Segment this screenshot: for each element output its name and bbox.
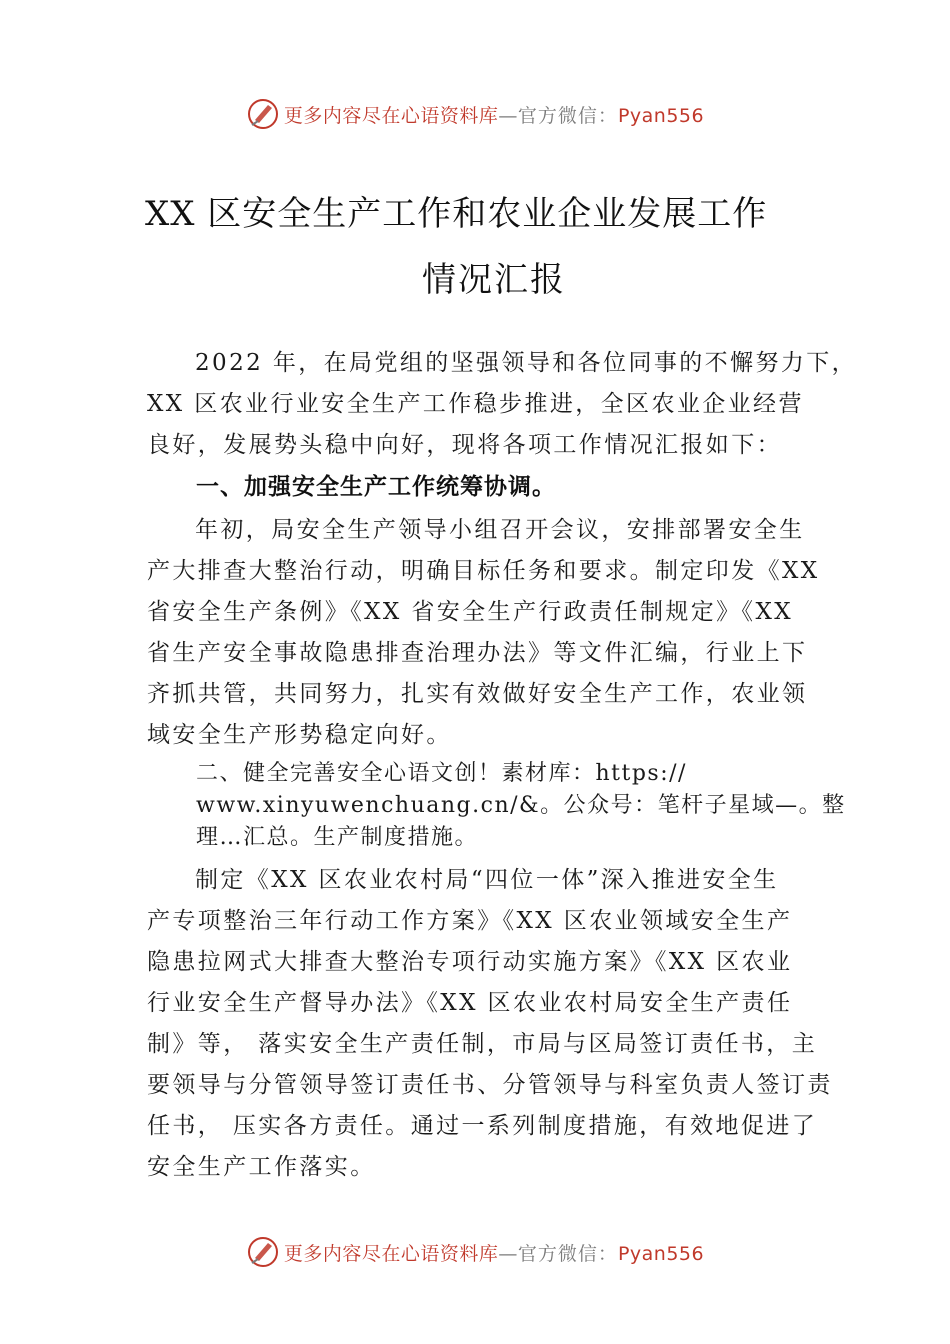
intro-paragraph [147, 343, 858, 466]
paragraph-line: 2022 年，在局党组的坚强领导和各位同事的不懈努力下， [195, 350, 858, 376]
paragraph-line: 产大排查大整治行动，明确目标任务和要求。制定印发《XX [147, 558, 820, 584]
paragraph-line: 良好，发展势头稳中向好，现将各项工作情况汇报如下： [147, 432, 782, 458]
paragraph-line: 行业安全生产督导办法》《XX 区农业农村局安全生产责任 [147, 990, 793, 1016]
section2-heading-line: www.xinyuwenchuang.cn/&。公众号：笔杆子星域—。整 [196, 793, 846, 818]
section1-heading: 一、加强安全生产工作统筹协调。 [196, 474, 556, 500]
header-watermark [0, 94, 950, 134]
paragraph-line: 域安全生产形势稳定向好。 [147, 722, 452, 748]
paragraph-line: 任书， 压实各方责任。通过一系列制度措施，有效地促进了 [147, 1113, 818, 1139]
paragraph-line: 年初，局安全生产领导小组召开会议，安排部署安全生 [195, 517, 805, 543]
watermark-slogan: 更多内容尽在心语资料库 [283, 1242, 499, 1265]
brand-logo-icon [246, 1235, 280, 1269]
paragraph-line: 制定《XX 区农业农村局“四位一体”深入推进安全生 [195, 867, 779, 893]
paragraph-line: 要领导与分管领导签订责任书、分管领导与科室负责人签订责 [147, 1072, 833, 1098]
watermark-account: Pyan556 [617, 1242, 705, 1265]
paragraph-line: 齐抓共管，共同努力，扎实有效做好安全生产工作，农业领 [147, 681, 808, 707]
section2-paragraph [147, 860, 833, 1188]
watermark-slogan: 更多内容尽在心语资料库 [283, 104, 499, 127]
paragraph-line: 产专项整治三年行动工作方案》《XX 区农业领域安全生产 [147, 908, 793, 934]
paragraph-line: 隐患拉网式大排查大整治专项行动实施方案》《XX 区农业 [147, 949, 793, 975]
watermark-text [284, 1239, 704, 1266]
watermark-wechat-label: 官方微信： [517, 1242, 618, 1265]
paragraph-line: 省安全生产条例》《XX 省安全生产行政责任制规定》《XX [147, 599, 794, 625]
paragraph-line: 安全生产工作落实。 [147, 1154, 376, 1180]
watermark-dash: — [498, 1242, 518, 1265]
document-title-line2: 情况汇报 [422, 260, 566, 300]
watermark-text [284, 101, 704, 128]
document-title-line1: XX 区安全生产工作和农业企业发展工作 [145, 194, 768, 234]
watermark-wechat-label: 官方微信： [517, 104, 618, 127]
section2-heading-line: 二、健全完善安全心语文创！素材库：https:// [196, 761, 687, 786]
section2-heading [196, 758, 846, 854]
watermark-dash: — [498, 104, 518, 127]
watermark-account: Pyan556 [617, 104, 705, 127]
brand-logo-icon [246, 97, 280, 131]
paragraph-line: XX 区农业行业安全生产工作稳步推进，全区农业企业经营 [147, 391, 804, 417]
section2-heading-line: 理…汇总。生产制度措施。 [196, 825, 479, 850]
paragraph-line: 省生产安全事故隐患排查治理办法》等文件汇编，行业上下 [147, 640, 808, 666]
paragraph-line: 制》等， 落实安全生产责任制，市局与区局签订责任书，主 [147, 1031, 818, 1057]
footer-watermark [0, 1232, 950, 1272]
section1-paragraph [147, 510, 827, 756]
